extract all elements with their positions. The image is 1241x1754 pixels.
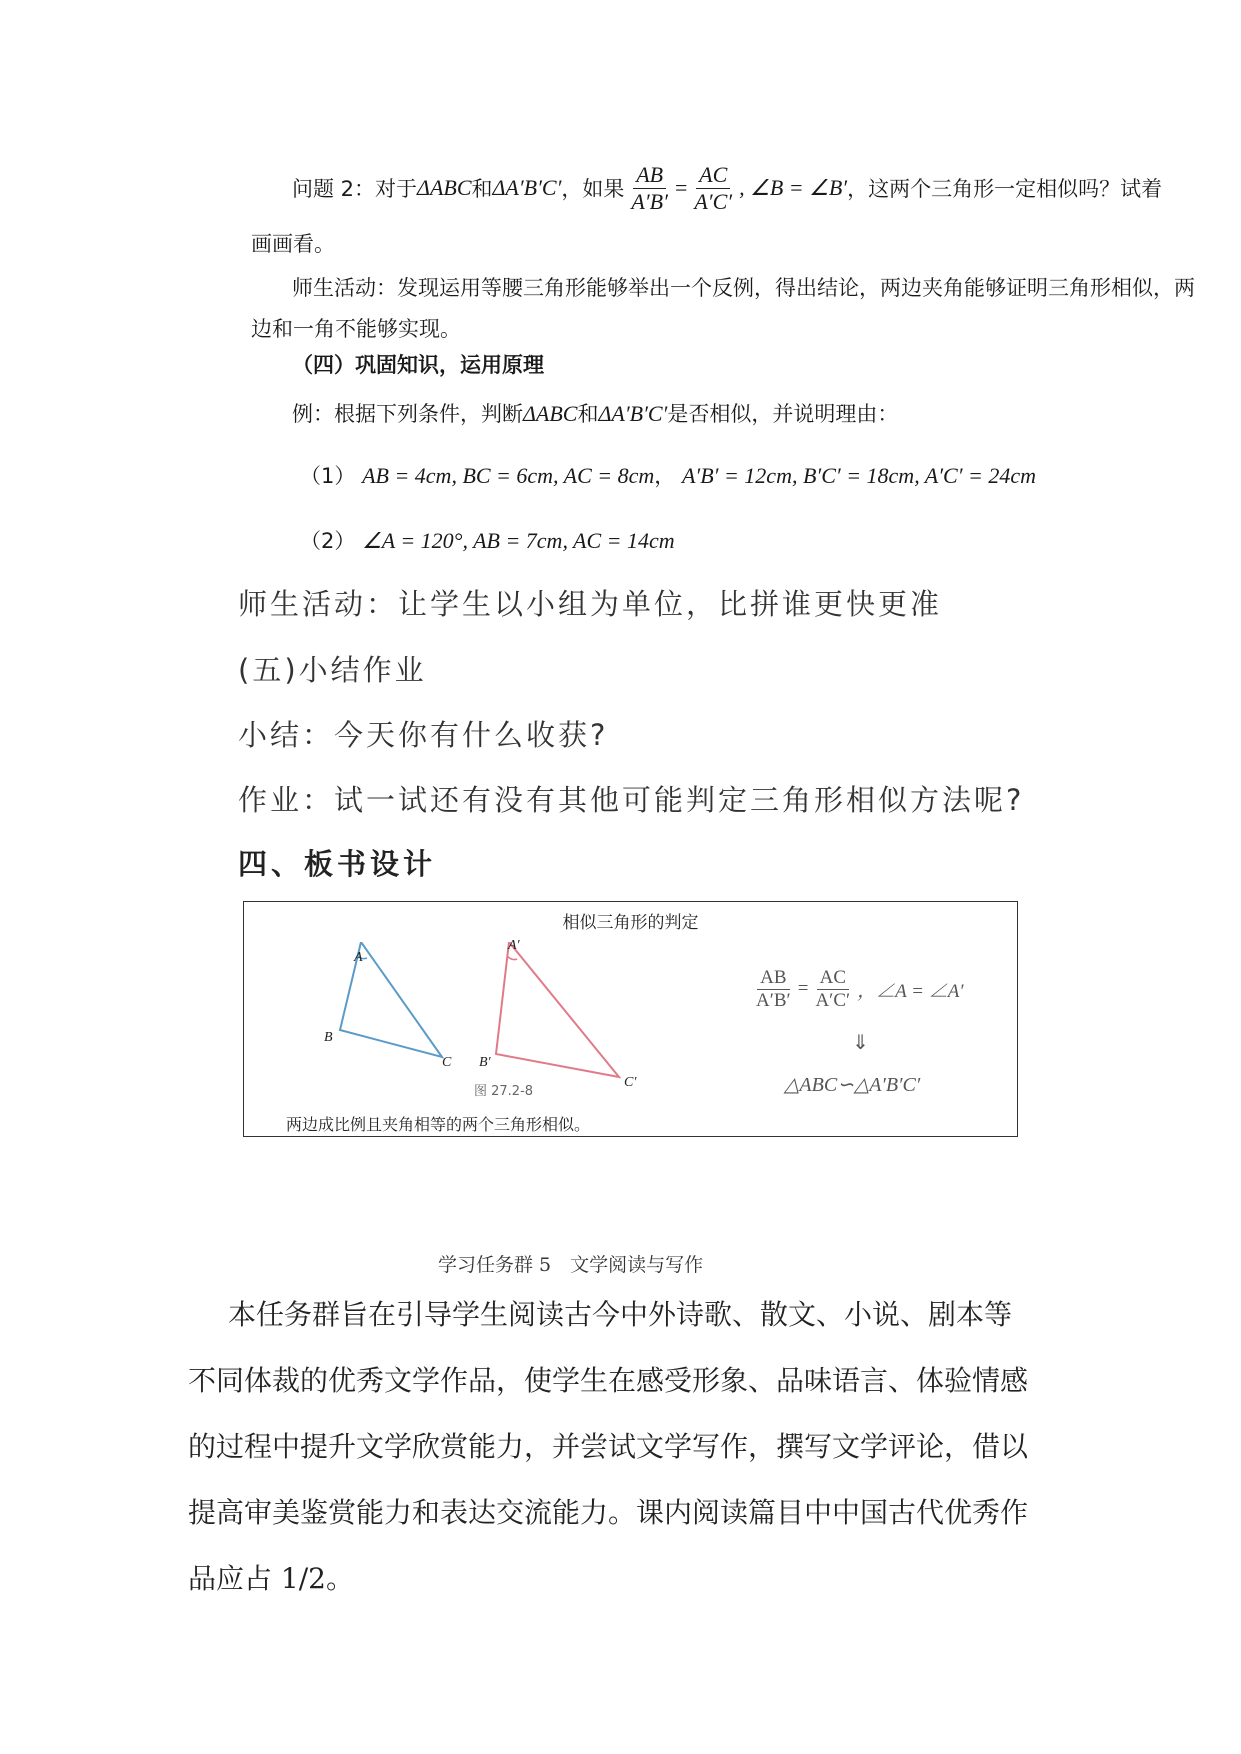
- board-title: 相似三角形的判定: [562, 913, 699, 933]
- task-group-line-1: 本任务群旨在引导学生阅读古今中外诗歌、散文、小说、剧本等: [228, 1298, 1013, 1331]
- activity2: 师生活动：让学生以小组为单位，比拼谁更快更准: [238, 587, 943, 621]
- fraction-ac: [691, 162, 735, 214]
- board-design-box: [243, 901, 1018, 1137]
- equals-sign: =: [674, 175, 688, 200]
- board-angle-condition: ，∠A = ∠A′: [857, 980, 964, 1002]
- triangle-abc: ΔABC: [417, 175, 472, 200]
- fraction-ac: [812, 967, 853, 1012]
- equals-sign: =: [797, 978, 809, 1000]
- fraction-numerator: AC: [817, 967, 849, 990]
- triangle-abc: ΔABC: [523, 401, 578, 426]
- task-group-line-5: 品应占 1/2。: [188, 1562, 354, 1595]
- item-label: （2）: [300, 529, 356, 553]
- fraction-numerator: AC: [696, 162, 730, 188]
- homework: 作业：试一试还有没有其他可能判定三角形相似方法呢?: [238, 783, 1025, 817]
- if-text: ，如果: [561, 177, 625, 201]
- problem2-line1: [292, 158, 1162, 218]
- activity1-line2: 边和一角不能够实现。: [251, 317, 461, 341]
- section4-title: （四）巩固知识，运用原理: [292, 353, 544, 377]
- and-text: 和: [471, 177, 493, 201]
- board-conclusion: △ABC∽△A′B′C′: [784, 1074, 921, 1096]
- problem2-tail: ，这两个三角形一定相似吗？试着: [847, 177, 1163, 201]
- fraction-ab: [753, 967, 794, 1012]
- angle-condition: , ∠B = ∠B′: [739, 175, 848, 200]
- similar-triangles-figure: [304, 942, 764, 1122]
- fraction-ab: [628, 162, 671, 214]
- triangle-a-prime: ΔA′B′C′: [492, 175, 562, 200]
- triangle-a-prime: ΔA′B′C′: [598, 401, 668, 426]
- angle-arc-a-prime: [507, 956, 517, 960]
- fraction-denominator: A′C′: [815, 989, 851, 1011]
- label-b: B: [324, 1030, 333, 1045]
- and-text: 和: [577, 402, 599, 426]
- item1-condition-a: AB = 4cm, BC = 6cm, AC = 8cm: [362, 463, 655, 488]
- item2-condition: ∠A = 120°, AB = 7cm, AC = 14cm: [362, 528, 675, 553]
- task-group-line-3: 的过程中提升文学欣赏能力，并尝试文学写作，撰写文学评论，借以: [188, 1430, 1029, 1463]
- example-tail: 是否相似，并说明理由：: [667, 402, 899, 426]
- figure-caption: 图 27.2-8: [474, 1084, 534, 1099]
- board-design-heading: 四、板书设计: [238, 847, 437, 881]
- activity1-line1: 师生活动：发现运用等腰三角形能够举出一个反例，得出结论，两边夹角能够证明三角形相似，两: [292, 276, 1195, 300]
- label-c-prime: C′: [624, 1075, 637, 1090]
- fraction-denominator: A′B′: [756, 989, 791, 1011]
- item1-condition-b: A′B′ = 12cm, B′C′ = 18cm, A′C′ = 24cm: [681, 463, 1037, 488]
- example-line: [292, 398, 898, 428]
- label-c: C: [442, 1055, 452, 1070]
- example-item1: [300, 460, 1036, 490]
- label-a-prime: A′: [508, 938, 520, 953]
- problem2-line2: 画画看。: [251, 232, 335, 256]
- fraction-denominator: A′B′: [631, 188, 668, 214]
- example-item2: [300, 525, 675, 555]
- task-group-line-4: 提高审美鉴赏能力和表达交流能力。课内阅读篇目中中国古代优秀作: [188, 1496, 1029, 1529]
- summary: 小结：今天你有什么收获?: [238, 718, 609, 752]
- fraction-numerator: AB: [633, 162, 666, 188]
- problem2-prefix: 问题 2：对于: [292, 177, 418, 201]
- task-group-line-2: 不同体裁的优秀文学作品，使学生在感受形象、品味语言、体验情感: [188, 1364, 1029, 1397]
- task-group-title: 学习任务群 5 文学阅读与写作: [438, 1254, 704, 1276]
- triangle-a-prime-shape: [496, 942, 619, 1077]
- implies-arrow: ⇓: [852, 1030, 869, 1054]
- label-b-prime: B′: [479, 1055, 491, 1070]
- board-ratio-condition: [749, 967, 964, 1012]
- item1-separator: ，: [654, 464, 676, 488]
- fraction-denominator: A′C′: [694, 188, 733, 214]
- fraction-numerator: AB: [757, 967, 789, 990]
- label-a: A: [354, 950, 363, 965]
- board-theorem: 两边成比例且夹角相等的两个三角形相似。: [286, 1115, 591, 1134]
- example-prefix: 例：根据下列条件，判断: [292, 402, 523, 426]
- section5-title: (五)小结作业: [238, 653, 427, 687]
- item-label: （1）: [300, 464, 356, 488]
